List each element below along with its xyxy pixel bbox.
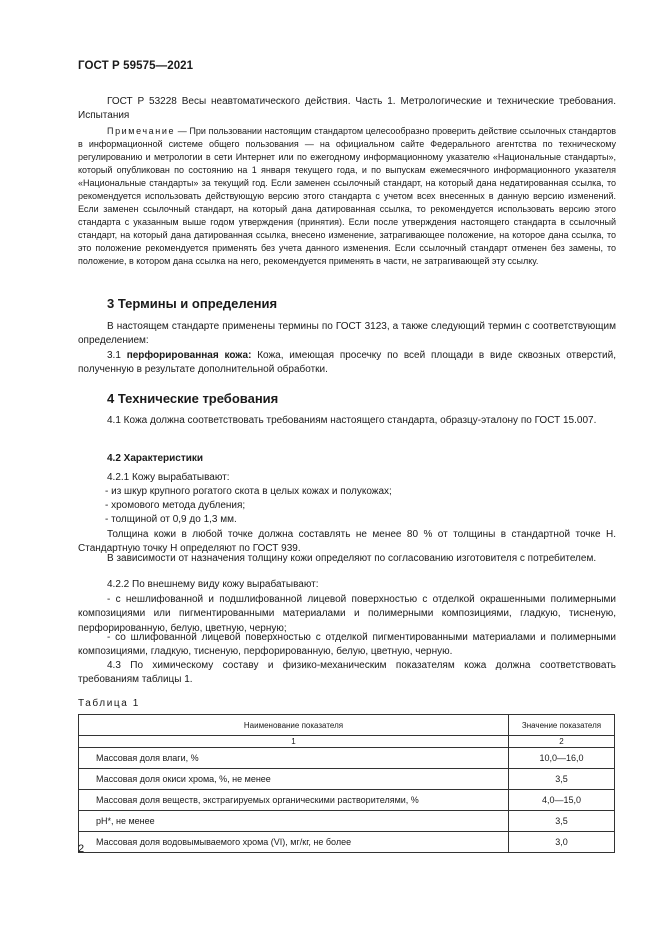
indicator-name: рН*, не менее <box>79 811 509 832</box>
table-header-row <box>79 715 615 736</box>
note-text: — При пользовании настоящим стандартом целесообразно проверить действие ссылочных стандартов в информационной системе общего пользования — на официальном сайте Федерального агентства по техническому регулированию и метрологии в сети Интернет или по ежегодному информационному указателю «Национальные стандарты», который опубликован по состоянию на 1 января текущего года, и по выпускам ежемесячного информационного указателя «Национальные стандарты» за текущий год. Если заменен ссылочный стандарт, на который дана недатированная ссылка, то рекомендуется использовать действующую версию этого стандарта с учетом всех внесенных в данную версию изменений. Если заменен ссылочный стандарт, на который дана датированная ссылка, то рекомендуется использовать версию этого стандарта с указанным выше годом утверждения (принятия). Если после утверждения настоящего стандарта в ссылочный стандарт, на который дана датированная ссылка, внесено изменение, затрагивающее положение, на которое дана ссылка, то это положение рекомендуется применять без учета данного изменения. Если ссылочный стандарт отменен без замены, то положение, в котором дана ссылка на него, рекомендуется применять в части, не затрагивающей эту ссылку. <box>78 126 616 266</box>
list-item: - с нешлифованной и подшлифованной лицевой поверхностью с отделкой окрашенными полимерными композициями или пигментированными материалами и полимерными композициями, гладкую, тисненую, перфорированную, белую, цветную, черную; <box>78 594 616 634</box>
normative-reference: ГОСТ Р 53228 Весы неавтоматического действия. Часть 1. Метрологические и технические требования. Испытания <box>78 96 616 122</box>
column-number: 2 <box>509 736 615 748</box>
column-number-row <box>79 736 615 748</box>
section-4-title: 4 Технические требования <box>107 391 279 406</box>
table-row <box>79 790 615 811</box>
section-3-title: 3 Термины и определения <box>107 296 278 311</box>
indicator-value: 4,0—15,0 <box>509 790 615 811</box>
paragraph-4-2-2: 4.2.2 По внешнему виду кожу вырабатывают: <box>107 579 319 590</box>
list-item: - толщиной от 0,9 до 1,3 мм. <box>105 514 237 525</box>
column-header-value: Значение показателя <box>509 715 615 736</box>
indicator-name: Массовая доля водовымываемого хрома (VI), мг/кг, не более <box>79 832 509 853</box>
table-row <box>79 748 615 769</box>
paragraph-4-2-1: 4.2.1 Кожу вырабатывают: <box>107 472 230 483</box>
thickness-agreement-paragraph: В зависимости от назначения толщину кожи определяют по согласованию изготовителя с потребителем. <box>107 553 597 564</box>
doc-code-header: ГОСТ Р 59575—2021 <box>78 60 194 72</box>
column-header-name: Наименование показателя <box>79 715 509 736</box>
list-item: - со шлифованной лицевой поверхностью с отделкой пигментированными материалами и полимерными композициями, гладкую, тисненую, перфорированную, белую, цветную, черную. <box>78 632 616 658</box>
list-item: - из шкур крупного рогатого скота в целых кожах и полукожах; <box>105 486 392 497</box>
term-definition <box>78 349 616 378</box>
thickness-paragraph: Толщина кожи в любой точке должна составлять не менее 80 % от толщины в стандартной точке Н. Стандартную точку Н определяют по ГОСТ 939. <box>78 529 616 555</box>
indicator-name: Массовая доля окиси хрома, %, не менее <box>79 769 509 790</box>
paragraph-4-1: 4.1 Кожа должна соответствовать требованиям настоящего стандарта, образцу-эталону по ГОСТ 15.007. <box>107 415 597 426</box>
indicator-name: Массовая доля веществ, экстрагируемых органическими растворителями, % <box>79 790 509 811</box>
indicator-name: Массовая доля влаги, % <box>79 748 509 769</box>
indicator-value: 10,0—16,0 <box>509 748 615 769</box>
indicator-value: 3,0 <box>509 832 615 853</box>
table-row <box>79 832 615 853</box>
subsection-4-2-title: 4.2 Характеристики <box>107 453 204 464</box>
reference-note <box>78 125 616 268</box>
table-1 <box>78 714 615 853</box>
page-number: 2 <box>78 843 85 855</box>
term-name: перфорированная кожа: <box>126 350 252 361</box>
note-label: Примечание <box>107 126 176 136</box>
indicator-value: 3,5 <box>509 811 615 832</box>
section-3-intro: В настоящем стандарте применены термины по ГОСТ 3123, а также следующий термин с соответствующим определением: <box>78 321 616 347</box>
paragraph-4-3: 4.3 По химическому составу и физико-механическим показателям кожа должна соответствовать требованиям таблицы 1. <box>78 660 616 686</box>
table-row <box>79 769 615 790</box>
term-number: 3.1 <box>107 350 127 361</box>
term-text: Кожа, имеющая просечку по всей площади в виде сквозных отверстий, полученную в результате дополнительной обработки. <box>78 350 616 376</box>
table-row <box>79 811 615 832</box>
list-item: - хромового метода дубления; <box>105 500 246 511</box>
column-number: 1 <box>79 736 509 748</box>
indicator-value: 3,5 <box>509 769 615 790</box>
table-caption: Таблица 1 <box>78 698 140 709</box>
